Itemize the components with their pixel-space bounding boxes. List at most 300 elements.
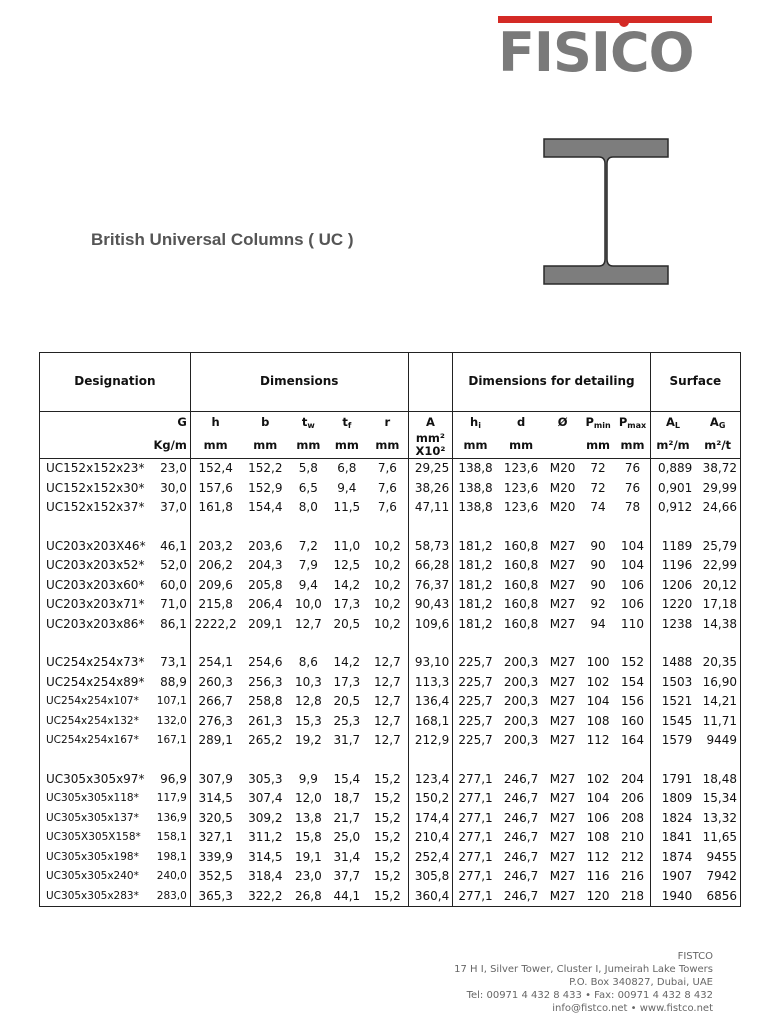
value-cell: 160,8 — [503, 577, 539, 592]
value-cell: 108 — [586, 713, 610, 728]
value-cell: 7942 — [695, 867, 740, 887]
symbol-hi: $h_i$ — [470, 415, 481, 430]
value-cell: 11,65 — [695, 828, 740, 848]
spacer-cell — [290, 634, 326, 653]
value-cell: M27 — [549, 869, 576, 883]
spacer-cell — [695, 634, 740, 653]
symbol-tw: $t_w$ — [301, 415, 315, 430]
spacer-cell — [290, 751, 326, 770]
table-row — [40, 731, 741, 751]
table-row — [40, 615, 741, 635]
symbol-header-row — [40, 412, 741, 433]
symbol-r: r — [367, 412, 408, 433]
value-cell: 136,9 — [150, 809, 190, 829]
value-cell: 7,6 — [367, 459, 408, 479]
table-row — [40, 576, 741, 596]
unit-d: mm — [498, 432, 545, 459]
value-cell: 90,43 — [408, 595, 453, 615]
designation-cell: UC203x203x71* — [40, 595, 150, 615]
value-cell: 38,26 — [408, 479, 453, 499]
value-cell: 29,99 — [695, 479, 740, 499]
value-cell: 90 — [590, 577, 606, 592]
table-body — [40, 459, 741, 907]
spacer-cell — [498, 518, 545, 537]
value-cell: 9455 — [695, 848, 740, 868]
value-cell: 6856 — [695, 887, 740, 907]
symbol-G: G — [150, 412, 190, 433]
value-cell: 339,9 — [198, 849, 233, 864]
value-cell: 11,5 — [333, 500, 361, 514]
value-cell: 246,7 — [503, 810, 539, 825]
value-cell: 200,3 — [503, 655, 539, 669]
symbol-A: A — [408, 412, 453, 433]
value-cell: M27 — [549, 771, 576, 786]
designation-cell: UC305x305x198* — [40, 848, 150, 868]
value-cell: 152,4 — [198, 461, 233, 475]
surface-header: Surface — [650, 353, 740, 412]
spacer-cell — [150, 634, 190, 653]
value-cell: 123,6 — [503, 500, 539, 514]
value-cell: 208 — [615, 809, 650, 829]
value-cell: 12,7 — [294, 616, 322, 631]
value-cell: 38,72 — [695, 459, 740, 479]
value-cell: 73,1 — [150, 653, 190, 673]
spacer-cell — [327, 634, 368, 653]
table-row — [40, 867, 741, 887]
value-cell: 14,2 — [333, 655, 361, 669]
value-cell: 104 — [586, 694, 610, 708]
value-cell: 276,3 — [198, 713, 233, 728]
value-cell: 12,7 — [367, 673, 408, 693]
value-cell: 15,8 — [294, 830, 322, 844]
value-cell: 17,3 — [333, 674, 361, 689]
designation-cell: UC305x305x240* — [40, 867, 150, 887]
spacer-cell — [650, 518, 695, 537]
footer-contact — [454, 950, 713, 1015]
group-header-row — [40, 353, 741, 412]
value-cell: 8,6 — [298, 655, 318, 669]
value-cell: 1206 — [661, 577, 693, 592]
table-row — [40, 848, 741, 868]
value-cell: 15,2 — [367, 887, 408, 907]
value-cell: 12,7 — [367, 712, 408, 732]
value-cell: 216 — [615, 867, 650, 887]
value-cell: 6,8 — [337, 461, 357, 475]
spacer-cell — [367, 634, 408, 653]
designation-symbol — [40, 412, 150, 433]
value-cell: 58,73 — [408, 537, 453, 557]
value-cell: 225,7 — [458, 694, 493, 708]
value-cell: 8,0 — [298, 500, 318, 514]
value-cell: 204 — [615, 770, 650, 790]
spacer-cell — [408, 634, 453, 653]
value-cell: 277,1 — [458, 830, 493, 844]
i-beam-icon — [543, 138, 669, 285]
value-cell: 258,8 — [248, 694, 283, 708]
value-cell: 15,3 — [294, 713, 322, 728]
table-row — [40, 828, 741, 848]
value-cell: 246,7 — [498, 887, 545, 907]
value-cell: 210 — [615, 828, 650, 848]
value-cell: 14,38 — [695, 615, 740, 635]
spacer-cell — [544, 751, 580, 770]
page-title: British Universal Columns ( UC ) — [91, 230, 354, 249]
value-cell: M27 — [549, 558, 576, 572]
value-cell: 20,12 — [695, 576, 740, 596]
spacer-cell — [581, 751, 615, 770]
value-cell: 20,5 — [333, 616, 361, 631]
value-cell: 15,34 — [695, 789, 740, 809]
value-cell: 12,7 — [367, 653, 408, 673]
value-cell: 181,2 — [458, 597, 493, 611]
spacer-cell — [290, 518, 326, 537]
table-row — [40, 712, 741, 732]
value-cell: 21,7 — [333, 810, 361, 825]
value-cell: 19,1 — [294, 849, 322, 864]
symbol-tf: $t_f$ — [342, 415, 352, 430]
value-cell: 17,18 — [695, 595, 740, 615]
value-cell: 138,8 — [458, 461, 493, 475]
value-cell: 47,11 — [408, 498, 453, 518]
designation-cell: UC152x152x30* — [40, 479, 150, 499]
value-cell: 261,3 — [248, 713, 283, 728]
value-cell: 102 — [586, 674, 610, 689]
value-cell: 1196 — [661, 558, 693, 572]
value-cell: 160,8 — [503, 558, 539, 572]
value-cell: 10,2 — [367, 615, 408, 635]
value-cell: 168,1 — [408, 712, 453, 732]
value-cell: 161,8 — [198, 500, 233, 514]
value-cell: 246,7 — [503, 771, 539, 786]
value-cell: 314,5 — [248, 849, 283, 864]
value-cell: 110 — [615, 615, 650, 635]
value-cell: 104 — [615, 537, 650, 557]
value-cell: 1824 — [661, 810, 693, 825]
spacer-cell — [498, 751, 545, 770]
value-cell: 314,5 — [198, 791, 233, 805]
logo-red-bar — [498, 16, 712, 23]
spacer-cell — [453, 634, 498, 653]
unit-pmin: mm — [581, 432, 615, 459]
designation-cell: UC203x203x86* — [40, 615, 150, 635]
table-row — [40, 789, 741, 809]
unit-header-row — [40, 432, 741, 459]
value-cell: 157,6 — [198, 480, 233, 495]
symbol-AG: $A_G$ — [695, 412, 740, 433]
value-cell: 100 — [586, 655, 610, 669]
value-cell: 9,4 — [337, 480, 357, 495]
value-cell: 246,7 — [503, 869, 539, 883]
logo-text: FISICO — [498, 26, 694, 80]
spacer-cell — [544, 518, 580, 537]
value-cell: 102 — [586, 771, 610, 786]
value-cell: 322,2 — [240, 887, 290, 907]
value-cell: 289,1 — [198, 733, 233, 747]
value-cell: 1907 — [661, 869, 693, 883]
value-cell: 18,7 — [333, 791, 361, 805]
value-cell: 1220 — [661, 597, 693, 611]
value-cell: 204,3 — [248, 558, 283, 572]
spacer-cell — [615, 634, 650, 653]
value-cell: 160,8 — [503, 597, 539, 611]
value-cell: 0,889 — [657, 461, 693, 475]
value-cell: 76,37 — [408, 576, 453, 596]
value-cell: 154,4 — [248, 500, 283, 514]
value-cell: 277,1 — [458, 849, 493, 864]
value-cell: 16,90 — [695, 673, 740, 693]
table-row — [40, 595, 741, 615]
value-cell: 203,2 — [198, 538, 233, 553]
value-cell: 76 — [615, 479, 650, 499]
value-cell: 277,1 — [458, 791, 493, 805]
value-cell: 106 — [586, 810, 610, 825]
symbol-h: h — [211, 415, 220, 429]
value-cell: 0,912 — [657, 500, 693, 514]
value-cell: 260,3 — [198, 674, 233, 689]
value-cell: 160 — [615, 712, 650, 732]
designation-cell: UC152x152x23* — [40, 459, 150, 479]
value-cell: 277,1 — [458, 810, 493, 825]
value-cell: 311,2 — [248, 830, 283, 844]
value-cell: 60,0 — [150, 576, 190, 596]
value-cell: 15,2 — [367, 828, 408, 848]
footer-address-1: 17 H I, Silver Tower, Cluster I, Jumeirah Lake Towers — [454, 964, 713, 975]
spacer-cell — [453, 751, 498, 770]
value-cell: 1503 — [661, 674, 693, 689]
value-cell: 254,6 — [248, 655, 283, 669]
value-cell: 365,3 — [190, 887, 240, 907]
value-cell: 104 — [586, 791, 610, 805]
value-cell: 209,6 — [198, 577, 233, 592]
value-cell: 123,4 — [408, 770, 453, 790]
value-cell: M27 — [549, 791, 576, 805]
value-cell: 246,7 — [503, 849, 539, 864]
table-row — [40, 673, 741, 693]
value-cell: 9449 — [695, 731, 740, 751]
value-cell: 15,4 — [333, 771, 361, 786]
value-cell: 29,25 — [408, 459, 453, 479]
value-cell: 15,2 — [367, 809, 408, 829]
value-cell: 66,28 — [408, 556, 453, 576]
value-cell: M27 — [549, 577, 576, 592]
value-cell: 120 — [581, 887, 615, 907]
value-cell: 10,2 — [367, 576, 408, 596]
uc-section-table — [39, 352, 741, 907]
unit-h: mm — [190, 432, 240, 459]
value-cell: 277,1 — [458, 771, 493, 786]
value-cell: M27 — [549, 810, 576, 825]
unit-A: mm² X10² — [408, 432, 453, 459]
group-spacer-row — [40, 751, 741, 770]
value-cell: 6,5 — [298, 480, 318, 495]
value-cell: 123,6 — [503, 461, 539, 475]
symbol-pmax: $P_{max}$ — [615, 412, 650, 433]
symbol-AL: $A_L$ — [666, 415, 681, 430]
value-cell: 116 — [586, 869, 610, 883]
value-cell: 10,2 — [367, 556, 408, 576]
value-cell: 1189 — [661, 538, 693, 553]
table-row — [40, 498, 741, 518]
value-cell: 181,2 — [458, 616, 493, 631]
value-cell: 209,1 — [248, 616, 283, 631]
value-cell: 107,1 — [150, 692, 190, 712]
spacer-cell — [695, 751, 740, 770]
value-cell: 266,7 — [198, 694, 233, 708]
value-cell: 31,7 — [333, 733, 361, 747]
value-cell: 93,10 — [408, 653, 453, 673]
value-cell: 225,7 — [458, 674, 493, 689]
value-cell: 19,2 — [294, 733, 322, 747]
value-cell: 72 — [590, 480, 606, 495]
value-cell: 22,99 — [695, 556, 740, 576]
value-cell: 1809 — [661, 791, 693, 805]
value-cell: 96,9 — [150, 770, 190, 790]
value-cell: 225,7 — [458, 655, 493, 669]
value-cell: 71,0 — [150, 595, 190, 615]
value-cell: 104 — [615, 556, 650, 576]
value-cell: 1874 — [661, 849, 693, 864]
value-cell: 309,2 — [248, 810, 283, 825]
footer-phone: Tel: 00971 4 432 8 433 • Fax: 00971 4 432 8 432 — [466, 990, 713, 1001]
spacer-cell — [150, 518, 190, 537]
value-cell: 106 — [615, 576, 650, 596]
spacer-cell — [367, 751, 408, 770]
table-row — [40, 556, 741, 576]
value-cell: 246,7 — [503, 830, 539, 844]
value-cell: 246,7 — [503, 791, 539, 805]
value-cell: 152,2 — [248, 461, 283, 475]
value-cell: 10,3 — [294, 674, 322, 689]
value-cell: 23,0 — [150, 459, 190, 479]
unit-AL: m²/m — [650, 432, 695, 459]
value-cell: 76 — [615, 459, 650, 479]
designation-cell: UC305x305x118* — [40, 789, 150, 809]
table-row — [40, 809, 741, 829]
symbol-b: b — [261, 415, 270, 429]
spacer-cell — [581, 518, 615, 537]
spacer-cell — [453, 518, 498, 537]
value-cell: 318,4 — [248, 869, 283, 883]
value-cell: 1579 — [661, 733, 693, 747]
value-cell: 360,4 — [408, 887, 453, 907]
value-cell: 108 — [586, 830, 610, 844]
value-cell: 17,3 — [333, 597, 361, 611]
value-cell: 11,71 — [695, 712, 740, 732]
designation-unit — [40, 432, 150, 459]
spacer-cell — [327, 518, 368, 537]
unit-G: Kg/m — [150, 432, 190, 459]
value-cell: M27 — [549, 713, 576, 728]
value-cell: M27 — [549, 830, 576, 844]
designation-cell: UC152x152x37* — [40, 498, 150, 518]
spacer-cell — [327, 751, 368, 770]
value-cell: 14,21 — [695, 692, 740, 712]
unit-r: mm — [367, 432, 408, 459]
value-cell: 7,2 — [298, 538, 318, 553]
value-cell: 200,3 — [503, 713, 539, 728]
value-cell: 20,35 — [695, 653, 740, 673]
value-cell: 256,3 — [248, 674, 283, 689]
spacer-cell — [240, 634, 290, 653]
unit-b: mm — [240, 432, 290, 459]
value-cell: 200,3 — [503, 674, 539, 689]
value-cell: 200,3 — [503, 733, 539, 747]
value-cell: 1488 — [661, 655, 693, 669]
value-cell: 160,8 — [503, 616, 539, 631]
designation-cell: UC203x203x60* — [40, 576, 150, 596]
value-cell: 5,8 — [298, 461, 318, 475]
value-cell: 136,4 — [408, 692, 453, 712]
value-cell: 12,7 — [367, 731, 408, 751]
group-spacer-row — [40, 634, 741, 653]
value-cell: M20 — [549, 500, 576, 514]
designation-cell: UC305X305X158* — [40, 828, 150, 848]
value-cell: 13,32 — [695, 809, 740, 829]
value-cell: 15,2 — [367, 770, 408, 790]
table-row — [40, 770, 741, 790]
value-cell: 7,6 — [367, 479, 408, 499]
table-row — [40, 537, 741, 557]
value-cell: 1521 — [661, 694, 693, 708]
value-cell: M27 — [549, 694, 576, 708]
value-cell: 305,3 — [248, 771, 283, 786]
value-cell: 167,1 — [150, 731, 190, 751]
spacer-cell — [581, 634, 615, 653]
value-cell: 156 — [615, 692, 650, 712]
value-cell: 225,7 — [458, 733, 493, 747]
value-cell: 0,901 — [657, 480, 693, 495]
value-cell: 307,9 — [198, 771, 233, 786]
value-cell: 113,3 — [408, 673, 453, 693]
spacer-cell — [240, 751, 290, 770]
value-cell: 52,0 — [150, 556, 190, 576]
unit-pmax: mm — [615, 432, 650, 459]
value-cell: 112 — [586, 733, 610, 747]
value-cell: 74 — [590, 500, 606, 514]
value-cell: 132,0 — [150, 712, 190, 732]
value-cell: 9,4 — [298, 577, 318, 592]
spacer-cell — [408, 751, 453, 770]
value-cell: 94 — [590, 616, 606, 631]
value-cell: 1545 — [661, 713, 693, 728]
value-cell: 31,4 — [333, 849, 361, 864]
designation-cell: UC254x254x73* — [40, 653, 150, 673]
designation-cell: UC305x305x97* — [40, 770, 150, 790]
value-cell: 265,2 — [248, 733, 283, 747]
value-cell: 1940 — [650, 887, 695, 907]
value-cell: 25,3 — [333, 713, 361, 728]
value-cell: M27 — [549, 616, 576, 631]
value-cell: 12,0 — [294, 791, 322, 805]
spacer-cell — [40, 751, 150, 770]
value-cell: 277,1 — [453, 887, 498, 907]
area-group-header — [408, 353, 453, 412]
value-cell: 277,1 — [458, 869, 493, 883]
value-cell: 26,8 — [290, 887, 326, 907]
value-cell: M20 — [549, 461, 576, 475]
spacer-cell — [40, 518, 150, 537]
designation-cell: UC305x305x283* — [40, 887, 150, 907]
spacer-cell — [650, 751, 695, 770]
value-cell: M27 — [549, 849, 576, 864]
value-cell: 181,2 — [458, 558, 493, 572]
unit-tw: mm — [290, 432, 326, 459]
value-cell: 23,0 — [294, 869, 322, 883]
value-cell: 15,2 — [367, 789, 408, 809]
value-cell: 11,0 — [333, 538, 361, 553]
value-cell: 1841 — [661, 830, 693, 844]
designation-cell: UC203x203X46* — [40, 537, 150, 557]
